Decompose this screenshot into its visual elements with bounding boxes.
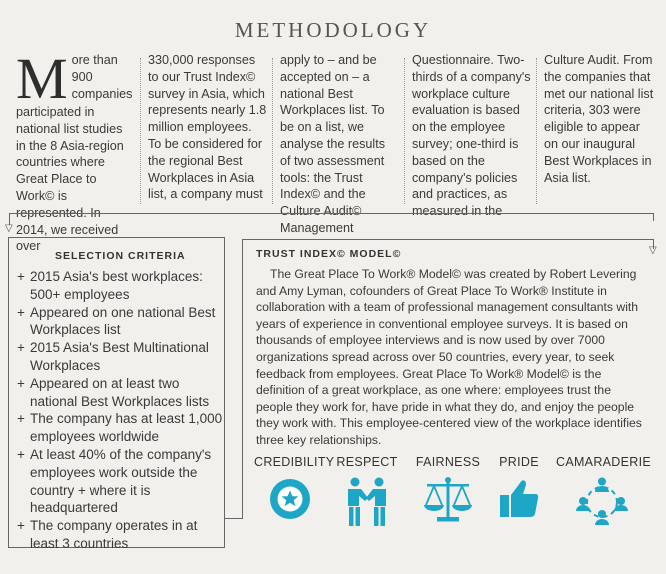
trust-body: The Great Place To Work® Model© was created by Robert Levering and Amy Lyman, cofounders of Great Place To Work® Institute in collaboration with a team of professional management consultants with years of experience in conventional employee surveys. It is based on thousands of employee interviews and is now used by over 7000 organizations spread across over 50 countries, every year, to seek feedback from employees. Great Place To Work® Model© is the definition of a great workplace, as one where: employees trust the people they work for, have pride in what they do, and enjoy the people they work with. This employee-centered view of the workplace identifies three key relationships. xyxy=(256,267,642,447)
relationship-respect xyxy=(333,455,401,529)
relationship-fairness xyxy=(414,455,482,523)
list-item: + At least 40% of the company's employees work outside the country + where it is headquartered xyxy=(17,446,212,516)
column-divider xyxy=(272,58,273,204)
team-circle-icon xyxy=(576,477,628,527)
connector-line xyxy=(653,213,654,221)
criteria-list xyxy=(9,268,224,553)
plus-icon: + xyxy=(17,411,25,427)
list-item: + The company operates in at least 3 countries xyxy=(17,518,198,551)
connector-line xyxy=(242,239,654,240)
intro-text-4: Questionnaire. Two-thirds of a company's workplace culture evaluation is based on the employee survey; one-third is based on the company's policies and practices, as measured in the xyxy=(412,53,531,219)
intro-text-2: 330,000 responses to our Trust Index© survey in Asia, which represents nearly 1.8 million employees. To be considered for the regional Best Workplaces in Asia list, a company must xyxy=(148,53,267,202)
plus-icon: + xyxy=(17,375,25,391)
intro-column-2 xyxy=(148,52,268,204)
star-badge-icon xyxy=(268,477,312,521)
column-divider xyxy=(536,58,537,204)
plus-icon: + xyxy=(17,304,25,320)
handshake-icon xyxy=(343,477,391,529)
selection-heading: SELECTION CRITERIA xyxy=(55,250,186,262)
thumbs-up-icon xyxy=(497,477,541,521)
column-divider xyxy=(404,58,405,204)
list-item: + 2015 Asia's Best Multinational Workplaces xyxy=(17,340,209,373)
plus-icon: + xyxy=(17,340,25,356)
relationship-label: FAIRNESS xyxy=(415,455,481,469)
trust-index-section xyxy=(256,248,646,449)
connector-line xyxy=(242,239,243,519)
relationship-pride xyxy=(492,455,546,521)
page-title: METHODOLOGY xyxy=(234,18,432,42)
arrow-down-icon: ▽ xyxy=(649,245,657,256)
plus-icon: + xyxy=(17,446,25,462)
list-item: + 2015 Asia's best workplaces: 500+ employees xyxy=(17,269,203,302)
list-item: + The company has at least 1,000 employees worldwide xyxy=(17,411,223,445)
arrow-down-icon: ▽ xyxy=(5,223,13,234)
dropcap: M xyxy=(16,46,68,111)
relationship-camaraderie xyxy=(556,455,651,527)
intro-column-1 xyxy=(16,46,134,254)
relationship-label: PRIDE xyxy=(499,455,539,469)
intro-text-1: ore than 900 companies participated in national list studies in the 8 Asia-region countries where Great Place to Work© is represented. In 2014, we received over xyxy=(16,53,133,254)
list-item: + Appeared on at least two national Best Workplaces lists xyxy=(17,375,210,409)
plus-icon: + xyxy=(17,518,25,534)
divider-rule xyxy=(9,213,654,214)
intro-column-5 xyxy=(544,52,654,204)
intro-column-3 xyxy=(280,52,398,235)
relationship-label: CREDIBILITY xyxy=(254,455,335,469)
relationship-label: CAMARADERIE xyxy=(556,455,651,469)
connector-line xyxy=(225,518,242,519)
plus-icon: + xyxy=(17,269,25,284)
column-divider xyxy=(140,58,141,204)
scales-icon xyxy=(423,477,473,523)
selection-criteria-box xyxy=(8,237,225,551)
intro-text-3: apply to – and be accepted on – a national Best Workplaces list. To be on a list, we analyse the results of two assessment tools: the Trust Index© and the Culture Audit© Management xyxy=(280,53,386,235)
list-item: + Appeared on one national Best Workplaces list xyxy=(17,304,216,338)
relationship-credibility xyxy=(254,455,335,521)
intro-text-5: Culture Audit. From the companies that met our national list criteria, 303 were eligible to appear on our inaugural Best Workplaces in Asia list. xyxy=(544,53,654,185)
intro-column-4 xyxy=(412,52,534,219)
trust-heading: TRUST INDEX© MODEL© xyxy=(256,248,402,260)
relationship-label: RESPECT xyxy=(336,455,398,469)
